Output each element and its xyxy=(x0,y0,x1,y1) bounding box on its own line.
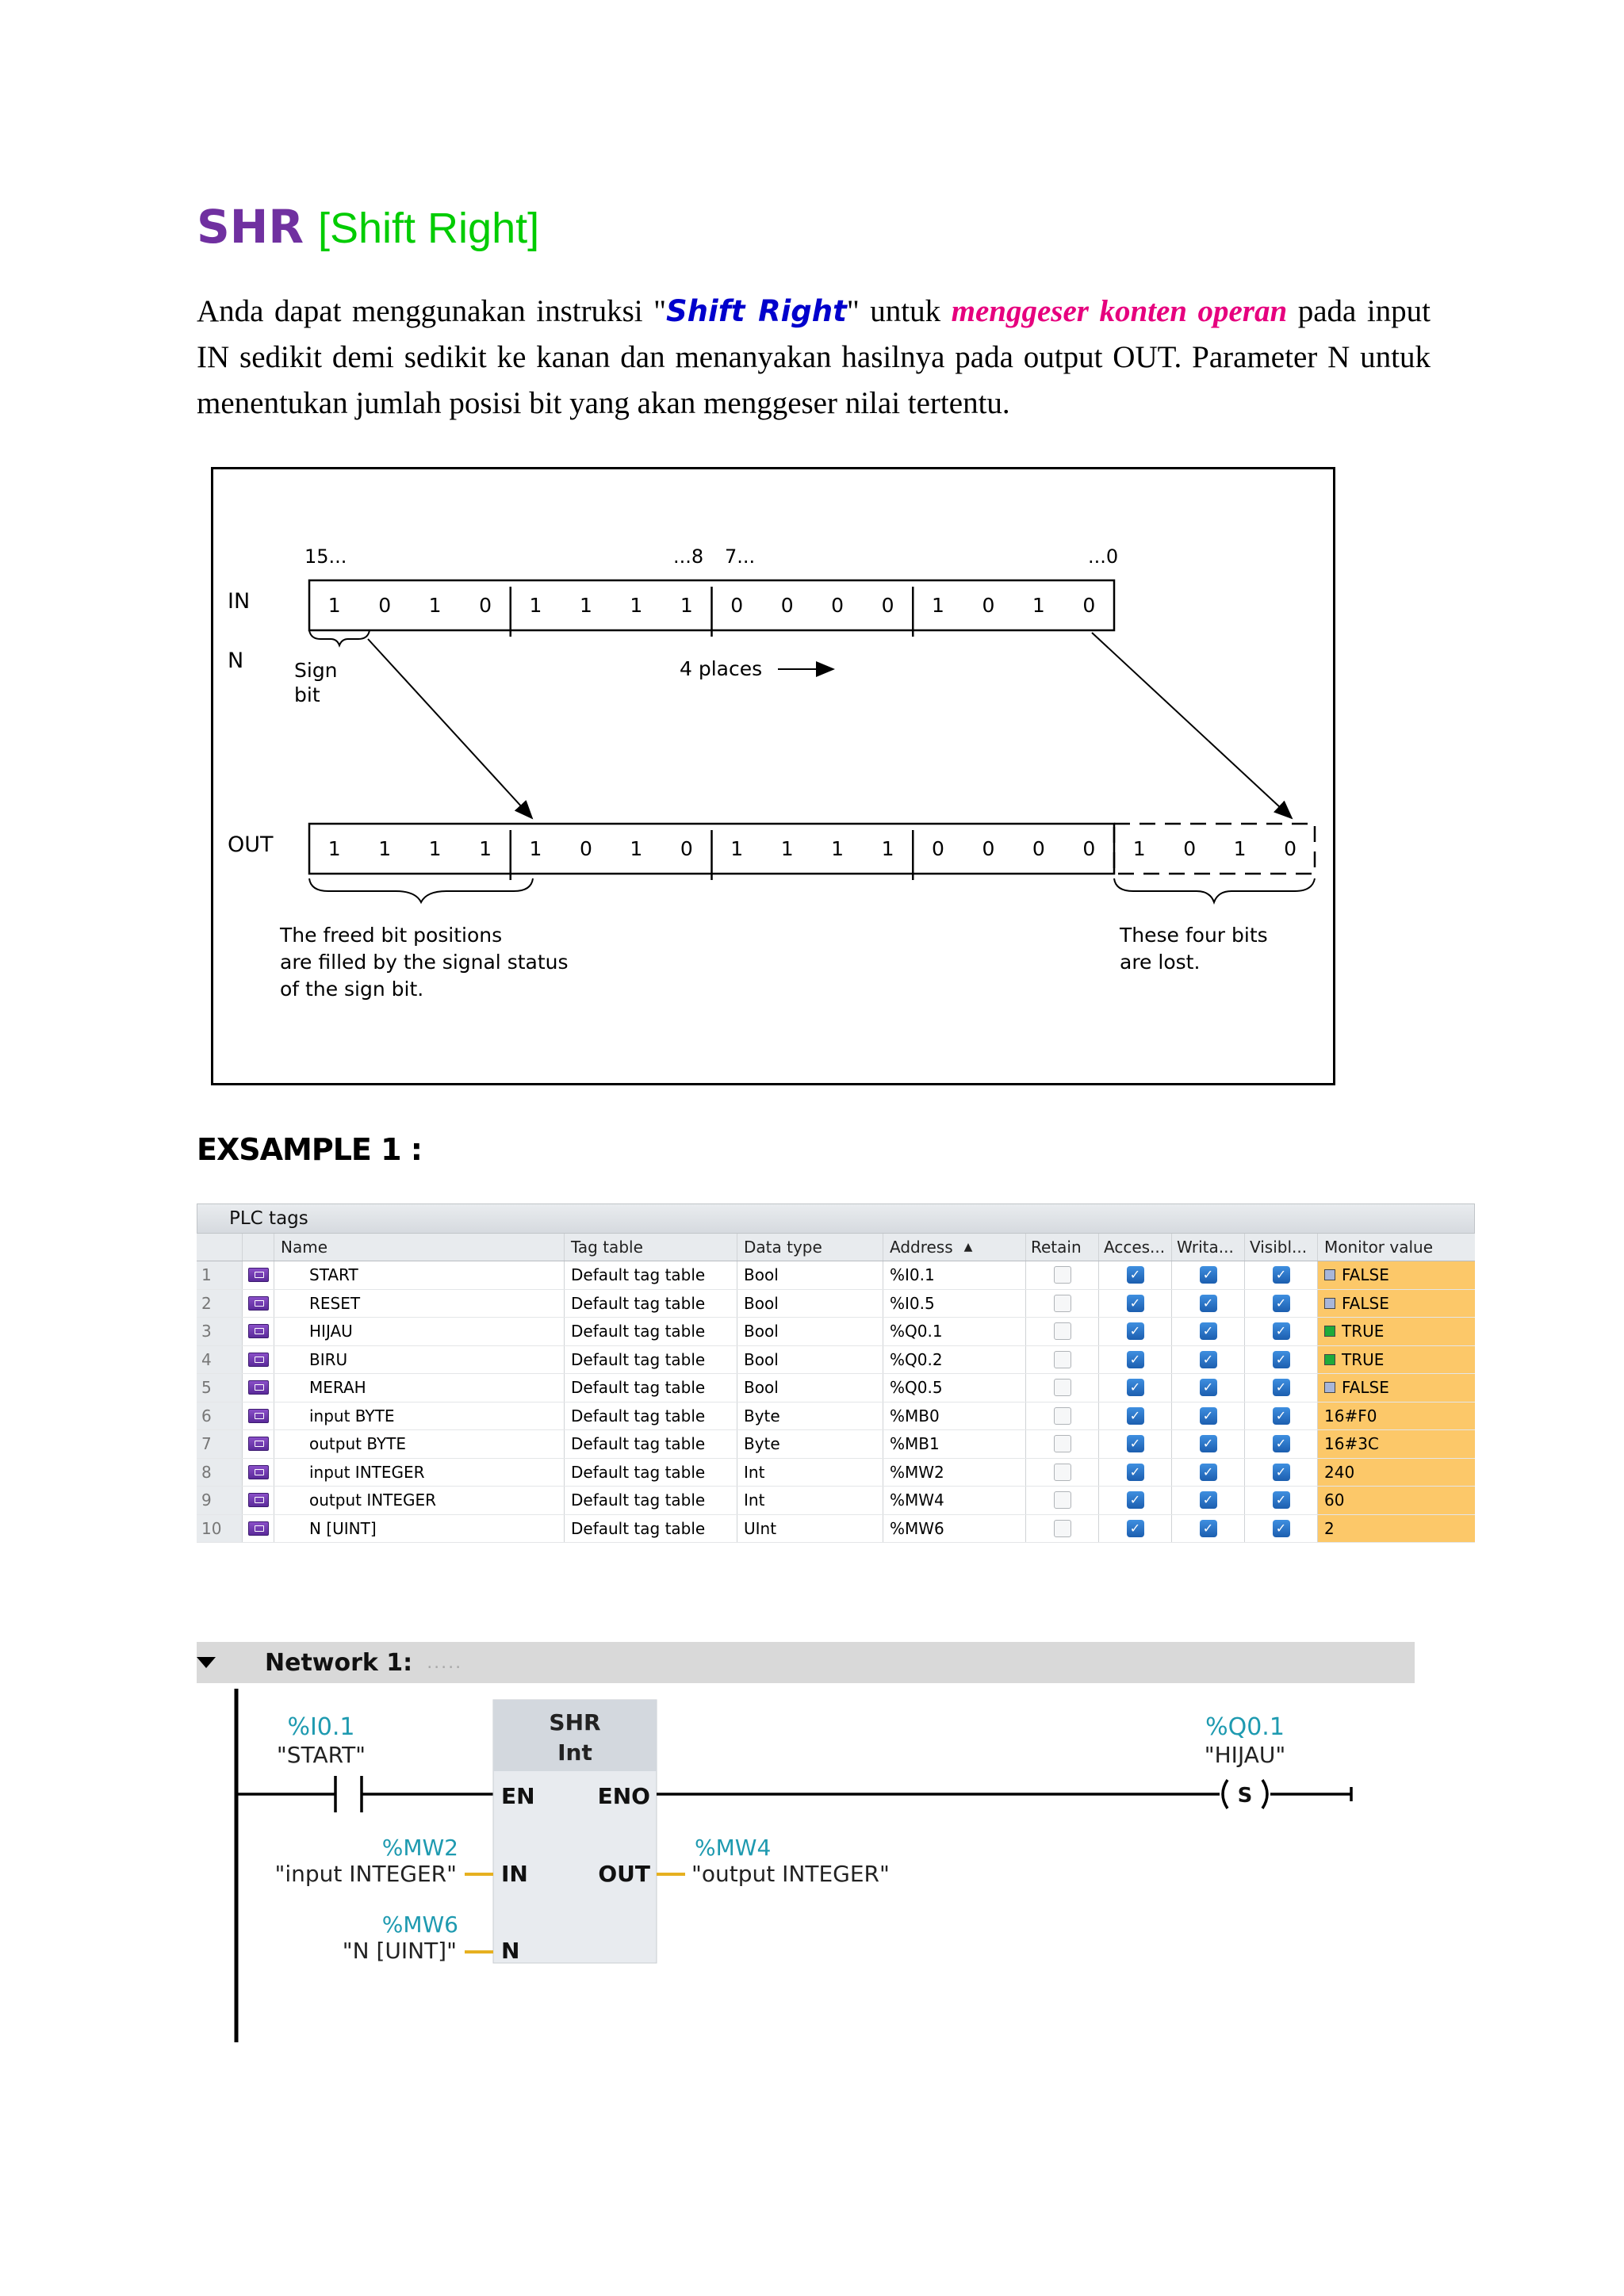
lost-bit: 0 xyxy=(1183,837,1197,860)
sign-bit-brace xyxy=(309,630,370,645)
retain-cell xyxy=(1026,1430,1099,1458)
tag-name[interactable]: output INTEGER xyxy=(274,1487,565,1514)
monitor-value xyxy=(1318,1430,1475,1458)
n-operand-address: %MW6 xyxy=(381,1911,458,1938)
out-bit: 0 xyxy=(982,837,995,860)
checkbox-checked-icon[interactable]: ✓ xyxy=(1200,1295,1217,1312)
checkbox-checked-icon[interactable]: ✓ xyxy=(1127,1435,1144,1452)
shift-arrow-left xyxy=(368,639,532,818)
visible-cell xyxy=(1245,1318,1318,1345)
checkbox-unchecked-icon[interactable] xyxy=(1054,1379,1071,1396)
checkbox-checked-icon[interactable]: ✓ xyxy=(1127,1379,1144,1396)
monitor-value-text: 2 xyxy=(1324,1518,1335,1538)
ladder-svg xyxy=(197,1689,1434,2045)
tag-name[interactable]: N [UINT] xyxy=(274,1515,565,1543)
bit-label-8: ...8 xyxy=(673,545,704,568)
tag-data-type[interactable]: Byte xyxy=(737,1430,883,1458)
bool-true-indicator-icon xyxy=(1324,1326,1335,1337)
tag-name[interactable]: input BYTE xyxy=(274,1402,565,1430)
lost-line1: These four bits xyxy=(1120,924,1268,947)
checkbox-unchecked-icon[interactable] xyxy=(1054,1407,1071,1425)
out-bit: 0 xyxy=(680,837,693,860)
visible-cell xyxy=(1245,1261,1318,1289)
shr-block-name: SHR xyxy=(549,1709,601,1735)
pin-n: N xyxy=(501,1938,520,1964)
retain-cell xyxy=(1026,1261,1099,1289)
in-bit: 1 xyxy=(1032,594,1045,617)
checkbox-checked-icon[interactable]: ✓ xyxy=(1273,1295,1290,1312)
visible-cell xyxy=(1245,1515,1318,1543)
monitor-value xyxy=(1318,1374,1475,1402)
visible-cell xyxy=(1245,1290,1318,1318)
row-number: 2 xyxy=(197,1290,243,1318)
collapse-triangle-icon[interactable] xyxy=(197,1657,216,1668)
lost-bit: 0 xyxy=(1284,837,1297,860)
in-bits xyxy=(328,587,1095,637)
row-number: 7 xyxy=(197,1430,243,1458)
tag-name[interactable]: START xyxy=(274,1261,565,1289)
tag-icon xyxy=(248,1380,269,1395)
accessible-cell xyxy=(1099,1290,1172,1318)
freed-line2: are filled by the signal status xyxy=(280,951,569,974)
header-address-label: Address xyxy=(890,1238,953,1257)
writable-cell xyxy=(1172,1459,1245,1487)
tag-cell-icon xyxy=(243,1346,274,1374)
visible-cell xyxy=(1245,1430,1318,1458)
tag-table[interactable]: Default tag table xyxy=(565,1459,737,1487)
in-bit: 0 xyxy=(479,594,492,617)
tag-address[interactable]: %MB0 xyxy=(883,1402,1026,1430)
tag-data-type[interactable]: Int xyxy=(737,1459,883,1487)
row-number: 6 xyxy=(197,1402,243,1430)
tag-table[interactable]: Default tag table xyxy=(565,1374,737,1402)
row-number: 9 xyxy=(197,1487,243,1514)
tag-cell-icon xyxy=(243,1430,274,1458)
tag-address[interactable]: %MB1 xyxy=(883,1430,1026,1458)
tag-name[interactable]: output BYTE xyxy=(274,1430,565,1458)
tag-cell-icon xyxy=(243,1261,274,1289)
monitor-value xyxy=(1318,1487,1475,1514)
writable-cell xyxy=(1172,1430,1245,1458)
tag-data-type[interactable]: Bool xyxy=(737,1290,883,1318)
tag-cell-icon xyxy=(243,1459,274,1487)
tag-address[interactable]: %Q0.5 xyxy=(883,1374,1026,1402)
header-num xyxy=(197,1234,243,1261)
checkbox-checked-icon[interactable]: ✓ xyxy=(1273,1322,1290,1340)
checkbox-checked-icon[interactable]: ✓ xyxy=(1273,1435,1290,1452)
accessible-cell xyxy=(1099,1374,1172,1402)
tag-address[interactable]: %MW2 xyxy=(883,1459,1026,1487)
out-operand-tag[interactable]: "output INTEGER" xyxy=(691,1861,890,1887)
tag-icon xyxy=(248,1324,269,1338)
tag-name[interactable]: RESET xyxy=(274,1290,565,1318)
tag-cell-icon xyxy=(243,1487,274,1514)
tag-address[interactable]: %I0.5 xyxy=(883,1290,1026,1318)
out-bits xyxy=(328,830,1095,880)
retain-cell xyxy=(1026,1290,1099,1318)
places-label: 4 places xyxy=(680,657,763,680)
writable-cell xyxy=(1172,1261,1245,1289)
title-main: SHR xyxy=(197,200,304,254)
in-operand-address: %MW2 xyxy=(381,1835,458,1861)
accessible-cell xyxy=(1099,1318,1172,1345)
out-bit: 0 xyxy=(932,837,944,860)
header-icon xyxy=(243,1234,274,1261)
visible-cell xyxy=(1245,1374,1318,1402)
writable-cell xyxy=(1172,1487,1245,1514)
table-row[interactable] xyxy=(197,1261,1475,1290)
checkbox-checked-icon[interactable]: ✓ xyxy=(1200,1435,1217,1452)
in-bit: 0 xyxy=(881,594,894,617)
checkbox-checked-icon[interactable]: ✓ xyxy=(1127,1351,1144,1368)
shift-arrow-right xyxy=(1092,633,1292,818)
pin-in: IN xyxy=(501,1861,528,1887)
tag-icon xyxy=(248,1437,269,1451)
writable-cell xyxy=(1172,1515,1245,1543)
in-bit: 1 xyxy=(529,594,542,617)
tag-cell-icon xyxy=(243,1290,274,1318)
row-number: 5 xyxy=(197,1374,243,1402)
accessible-cell xyxy=(1099,1261,1172,1289)
tag-icon xyxy=(248,1493,269,1507)
lost-bit: 1 xyxy=(1233,837,1247,860)
tag-cell-icon xyxy=(243,1318,274,1345)
plc-tags-rows xyxy=(197,1261,1475,1543)
shift-diagram-svg xyxy=(213,469,1333,1083)
checkbox-checked-icon[interactable]: ✓ xyxy=(1200,1379,1217,1396)
out-bit: 1 xyxy=(730,837,744,860)
plc-tags-header-row xyxy=(197,1234,1475,1261)
checkbox-unchecked-icon[interactable] xyxy=(1054,1351,1071,1368)
checkbox-unchecked-icon[interactable] xyxy=(1054,1464,1071,1481)
tag-table[interactable]: Default tag table xyxy=(565,1318,737,1345)
lost-line2: are lost. xyxy=(1120,951,1201,974)
out-bit: 1 xyxy=(378,837,392,860)
tag-table[interactable]: Default tag table xyxy=(565,1487,737,1514)
sign-bit-line2: bit xyxy=(294,683,320,706)
monitor-value-text: FALSE xyxy=(1342,1265,1389,1285)
tag-address[interactable]: %MW6 xyxy=(883,1515,1026,1543)
sign-bit-line1: Sign xyxy=(294,659,338,682)
plc-tags-title: PLC tags xyxy=(197,1203,1475,1234)
tag-table[interactable]: Default tag table xyxy=(565,1290,737,1318)
monitor-value-text: 16#3C xyxy=(1324,1434,1379,1454)
tag-icon xyxy=(248,1268,269,1282)
ladder-diagram xyxy=(197,1689,1434,2049)
checkbox-checked-icon[interactable]: ✓ xyxy=(1127,1266,1144,1284)
header-address[interactable] xyxy=(883,1234,1026,1261)
keyword-menggeser: menggeser konten operan xyxy=(951,294,1288,328)
out-operand-address: %MW4 xyxy=(695,1835,772,1861)
monitor-value-text: FALSE xyxy=(1342,1293,1389,1313)
coil-symbol: S xyxy=(1237,1784,1253,1808)
tag-name[interactable]: MERAH xyxy=(274,1374,565,1402)
bool-false-indicator-icon xyxy=(1324,1269,1335,1280)
tag-address[interactable]: %MW4 xyxy=(883,1487,1026,1514)
tag-icon xyxy=(248,1296,269,1311)
header-writable[interactable]: Writa... xyxy=(1172,1234,1245,1261)
keyword-shift-right: Shift Right xyxy=(666,294,847,328)
monitor-value-text: TRUE xyxy=(1342,1322,1385,1341)
shr-block-type[interactable]: Int xyxy=(557,1739,592,1766)
out-bit: 1 xyxy=(630,837,643,860)
tag-table[interactable]: Default tag table xyxy=(565,1515,737,1543)
checkbox-checked-icon[interactable]: ✓ xyxy=(1273,1407,1290,1425)
monitor-value-text: 16#F0 xyxy=(1324,1406,1377,1425)
header-tag-table[interactable]: Tag table xyxy=(565,1234,737,1261)
bool-false-indicator-icon xyxy=(1324,1298,1335,1309)
in-bit: 0 xyxy=(378,594,392,617)
accessible-cell xyxy=(1099,1430,1172,1458)
network-label: Network 1: xyxy=(265,1648,413,1677)
monitor-value-text: 240 xyxy=(1324,1462,1355,1482)
tag-address[interactable]: %Q0.1 xyxy=(883,1318,1026,1345)
page-title xyxy=(197,200,539,263)
in-bit: 1 xyxy=(932,594,944,617)
out-bit: 0 xyxy=(1082,837,1096,860)
para-text-1: Anda dapat menggunakan instruksi " xyxy=(197,294,667,328)
retain-cell xyxy=(1026,1346,1099,1374)
accessible-cell xyxy=(1099,1459,1172,1487)
pin-eno: ENO xyxy=(597,1783,650,1809)
visible-cell xyxy=(1245,1459,1318,1487)
table-row[interactable] xyxy=(197,1515,1475,1544)
para-text-3: pada input IN sedikit demi sedikit ke kanan dan menanyakan hasilnya pada output OUT. Parameter N untuk menentukan jumlah posisi bit yang akan menggeser nilai tertentu. xyxy=(197,294,1431,420)
monitor-value-text: TRUE xyxy=(1342,1349,1385,1369)
checkbox-unchecked-icon[interactable] xyxy=(1054,1266,1071,1284)
tag-table[interactable]: Default tag table xyxy=(565,1402,737,1430)
checkbox-checked-icon[interactable]: ✓ xyxy=(1127,1322,1144,1340)
lost-bit: 1 xyxy=(1132,837,1146,860)
checkbox-checked-icon[interactable]: ✓ xyxy=(1127,1407,1144,1425)
retain-cell xyxy=(1026,1402,1099,1430)
pin-out: OUT xyxy=(598,1861,650,1887)
tag-address[interactable]: %I0.1 xyxy=(883,1261,1026,1289)
out-bit: 0 xyxy=(579,837,592,860)
bool-true-indicator-icon xyxy=(1324,1354,1335,1365)
pin-en: EN xyxy=(501,1783,535,1809)
checkbox-checked-icon[interactable]: ✓ xyxy=(1273,1520,1290,1537)
checkbox-checked-icon[interactable]: ✓ xyxy=(1200,1351,1217,1368)
coil-tag[interactable]: "HIJAU" xyxy=(1204,1742,1286,1768)
freed-line3: of the sign bit. xyxy=(280,978,424,1001)
coil-address: %Q0.1 xyxy=(1205,1713,1285,1741)
table-row[interactable] xyxy=(197,1402,1475,1431)
checkbox-unchecked-icon[interactable] xyxy=(1054,1322,1071,1340)
checkbox-unchecked-icon[interactable] xyxy=(1054,1491,1071,1509)
tag-name[interactable]: BIRU xyxy=(274,1346,565,1374)
plc-tags-table xyxy=(197,1203,1475,1538)
contact-address: %I0.1 xyxy=(287,1713,355,1741)
tag-data-type[interactable]: Bool xyxy=(737,1346,883,1374)
in-bit: 0 xyxy=(831,594,845,617)
checkbox-checked-icon[interactable]: ✓ xyxy=(1200,1266,1217,1284)
checkbox-checked-icon[interactable]: ✓ xyxy=(1273,1379,1290,1396)
n-operand-tag[interactable]: "N [UINT]" xyxy=(342,1938,457,1964)
contact-tag[interactable]: "START" xyxy=(276,1742,366,1768)
tag-data-type[interactable]: Bool xyxy=(737,1261,883,1289)
tag-address[interactable]: %Q0.2 xyxy=(883,1346,1026,1374)
checkbox-checked-icon[interactable]: ✓ xyxy=(1127,1491,1144,1509)
header-accessible[interactable]: Acces... xyxy=(1099,1234,1172,1261)
checkbox-checked-icon[interactable]: ✓ xyxy=(1200,1464,1217,1481)
freed-bits-brace xyxy=(309,878,533,902)
checkbox-checked-icon[interactable]: ✓ xyxy=(1200,1407,1217,1425)
out-bit: 0 xyxy=(1032,837,1045,860)
tag-table[interactable]: Default tag table xyxy=(565,1261,737,1289)
tag-data-type[interactable]: Byte xyxy=(737,1402,883,1430)
in-bit: 0 xyxy=(730,594,744,617)
monitor-value xyxy=(1318,1459,1475,1487)
checkbox-checked-icon[interactable]: ✓ xyxy=(1273,1491,1290,1509)
header-data-type[interactable]: Data type xyxy=(737,1234,883,1261)
checkbox-unchecked-icon[interactable] xyxy=(1054,1520,1071,1537)
monitor-value xyxy=(1318,1290,1475,1318)
monitor-value-text: 60 xyxy=(1324,1490,1345,1510)
monitor-value xyxy=(1318,1402,1475,1430)
tag-icon xyxy=(248,1521,269,1536)
writable-cell xyxy=(1172,1374,1245,1402)
table-row[interactable] xyxy=(197,1487,1475,1515)
out-bit: 1 xyxy=(831,837,845,860)
table-row[interactable] xyxy=(197,1374,1475,1402)
in-bit: 1 xyxy=(327,594,341,617)
checkbox-checked-icon[interactable]: ✓ xyxy=(1273,1266,1290,1284)
tag-cell-icon xyxy=(243,1515,274,1543)
checkbox-checked-icon[interactable]: ✓ xyxy=(1273,1464,1290,1481)
label-in: IN xyxy=(228,589,251,614)
tag-icon xyxy=(248,1409,269,1423)
tag-cell-icon xyxy=(243,1402,274,1430)
in-bit: 1 xyxy=(630,594,643,617)
monitor-value xyxy=(1318,1346,1475,1374)
shift-diagram xyxy=(211,467,1335,1085)
in-bit: 0 xyxy=(982,594,995,617)
tag-icon xyxy=(248,1353,269,1367)
in-bit: 0 xyxy=(1082,594,1096,617)
in-operand-tag[interactable]: "input INTEGER" xyxy=(274,1861,457,1887)
row-number: 1 xyxy=(197,1261,243,1289)
set-coil-icon-right[interactable] xyxy=(1262,1780,1267,1808)
checkbox-checked-icon[interactable]: ✓ xyxy=(1273,1351,1290,1368)
in-bit: 1 xyxy=(680,594,693,617)
out-bit: 1 xyxy=(881,837,894,860)
bit-label-7: 7... xyxy=(725,545,756,568)
network-header xyxy=(197,1642,1415,1683)
row-number: 4 xyxy=(197,1346,243,1374)
checkbox-checked-icon[interactable]: ✓ xyxy=(1127,1464,1144,1481)
table-row[interactable] xyxy=(197,1346,1475,1375)
out-bit: 1 xyxy=(428,837,442,860)
writable-cell xyxy=(1172,1402,1245,1430)
retain-cell xyxy=(1026,1374,1099,1402)
checkbox-unchecked-icon[interactable] xyxy=(1054,1435,1071,1452)
tag-data-type[interactable]: Bool xyxy=(737,1374,883,1402)
header-visible[interactable]: Visibl... xyxy=(1245,1234,1318,1261)
accessible-cell xyxy=(1099,1515,1172,1543)
accessible-cell xyxy=(1099,1487,1172,1514)
tag-cell-icon xyxy=(243,1374,274,1402)
retain-cell xyxy=(1026,1459,1099,1487)
writable-cell xyxy=(1172,1318,1245,1345)
monitor-value-text: FALSE xyxy=(1342,1378,1389,1398)
monitor-value xyxy=(1318,1318,1475,1345)
retain-cell xyxy=(1026,1487,1099,1514)
network-comment[interactable]: ..... xyxy=(427,1652,463,1673)
sort-ascending-icon: ▲ xyxy=(963,1241,973,1253)
label-out: OUT xyxy=(228,832,274,857)
table-row[interactable] xyxy=(197,1430,1475,1459)
retain-cell xyxy=(1026,1318,1099,1345)
out-bit: 1 xyxy=(327,837,341,860)
lost-bits xyxy=(1133,837,1297,860)
bit-label-15: 15... xyxy=(304,545,347,568)
lost-bits-brace xyxy=(1114,878,1315,902)
example-heading: EXSAMPLE 1 : xyxy=(197,1132,422,1167)
visible-cell xyxy=(1245,1402,1318,1430)
set-coil-icon[interactable] xyxy=(1223,1780,1228,1808)
para-text-2: " untuk xyxy=(846,294,952,328)
label-n: N xyxy=(228,649,244,673)
retain-cell xyxy=(1026,1515,1099,1543)
bool-false-indicator-icon xyxy=(1324,1382,1335,1393)
intro-paragraph xyxy=(197,289,1431,427)
row-number: 3 xyxy=(197,1318,243,1345)
in-bit: 0 xyxy=(780,594,794,617)
tag-icon xyxy=(248,1465,269,1479)
visible-cell xyxy=(1245,1346,1318,1374)
out-bit: 1 xyxy=(479,837,492,860)
title-sub: [Shift Right] xyxy=(317,205,540,252)
freed-line1: The freed bit positions xyxy=(280,924,503,947)
in-bit: 1 xyxy=(428,594,442,617)
tag-table[interactable]: Default tag table xyxy=(565,1430,737,1458)
checkbox-checked-icon[interactable]: ✓ xyxy=(1127,1295,1144,1312)
accessible-cell xyxy=(1099,1402,1172,1430)
out-bit: 1 xyxy=(529,837,542,860)
accessible-cell xyxy=(1099,1346,1172,1374)
tag-table[interactable]: Default tag table xyxy=(565,1346,737,1374)
monitor-value xyxy=(1318,1261,1475,1289)
table-row[interactable] xyxy=(197,1290,1475,1318)
in-bit: 1 xyxy=(579,594,592,617)
checkbox-unchecked-icon[interactable] xyxy=(1054,1295,1071,1312)
checkbox-checked-icon[interactable]: ✓ xyxy=(1200,1520,1217,1537)
table-row[interactable] xyxy=(197,1459,1475,1487)
checkbox-checked-icon[interactable]: ✓ xyxy=(1127,1520,1144,1537)
checkbox-checked-icon[interactable]: ✓ xyxy=(1200,1491,1217,1509)
writable-cell xyxy=(1172,1346,1245,1374)
tag-data-type[interactable]: Bool xyxy=(737,1318,883,1345)
tag-data-type[interactable]: Int xyxy=(737,1487,883,1514)
table-row[interactable] xyxy=(197,1318,1475,1346)
bit-label-0: ...0 xyxy=(1088,545,1119,568)
header-name[interactable]: Name xyxy=(274,1234,565,1261)
row-number: 10 xyxy=(197,1515,243,1543)
header-retain[interactable]: Retain xyxy=(1026,1234,1099,1261)
tag-name[interactable]: HIJAU xyxy=(274,1318,565,1345)
out-bit: 1 xyxy=(780,837,794,860)
row-number: 8 xyxy=(197,1459,243,1487)
writable-cell xyxy=(1172,1290,1245,1318)
tag-data-type[interactable]: UInt xyxy=(737,1515,883,1543)
tag-name[interactable]: input INTEGER xyxy=(274,1459,565,1487)
visible-cell xyxy=(1245,1487,1318,1514)
monitor-value xyxy=(1318,1515,1475,1543)
header-monitor-value[interactable]: Monitor value xyxy=(1324,1238,1434,1257)
checkbox-checked-icon[interactable]: ✓ xyxy=(1200,1322,1217,1340)
